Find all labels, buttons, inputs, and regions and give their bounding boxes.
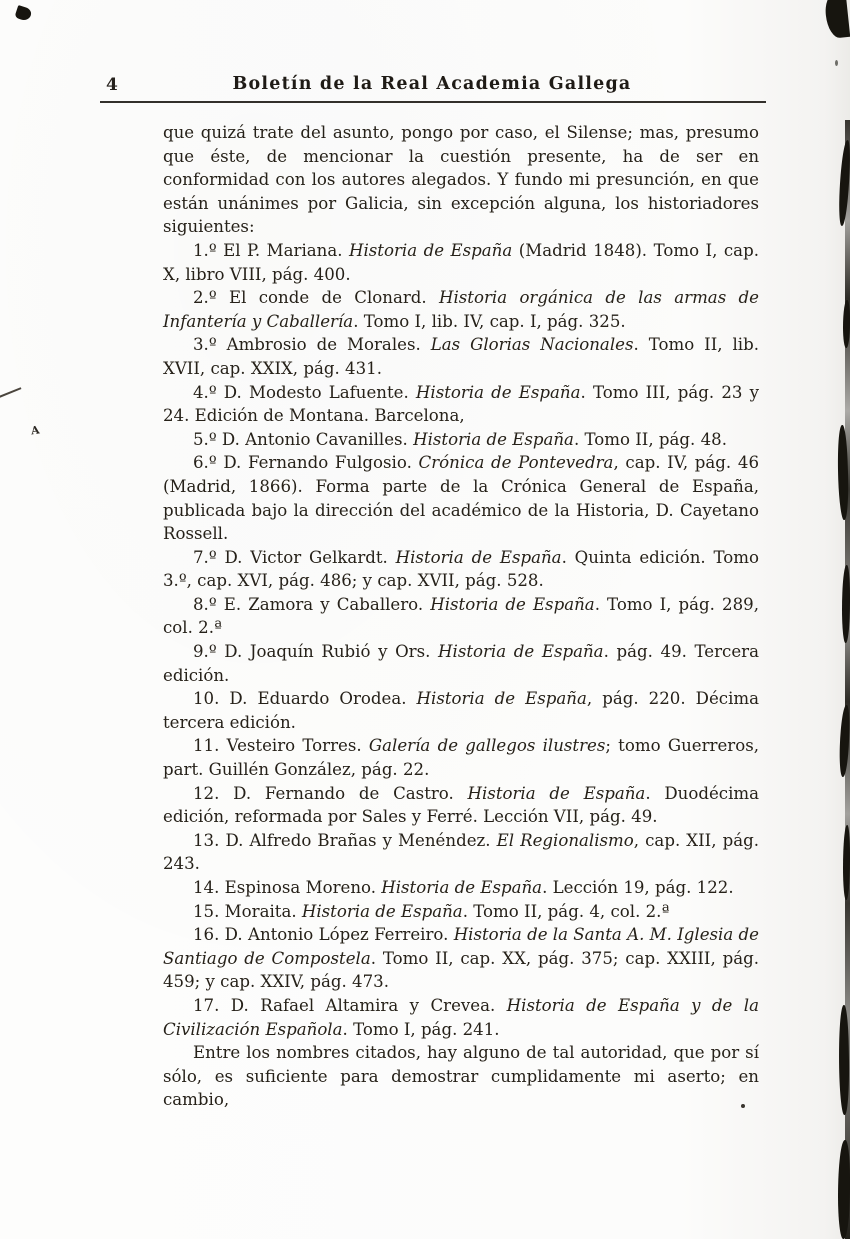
text-run: Entre los nombres citados, hay alguno de tal autoridad, que por sí sólo, es suficiente para demostrar cumplidamente mi aserto; en cambio,	[163, 1043, 759, 1110]
text-run: 14. Espinosa Moreno.	[193, 878, 382, 897]
text-run: . Quinta edición. Tomo 3.º, cap. XVI, pág. 486; y cap. XVII, pág. 528.	[163, 547, 759, 591]
text-run: , cap. IV, pág. 46 (Madrid, 1866). Forma parte de la Crónica General de España, publicada bajo la dirección del académico de la Historia, D. Cayetano Rossell.	[163, 453, 759, 544]
paragraph	[163, 829, 759, 876]
book-title: Historia de España y de la Civilización Española	[163, 995, 759, 1039]
scan-artifact-speck	[835, 60, 838, 66]
text-run: 17. D. Rafael Altamira y Crevea.	[193, 995, 507, 1015]
paragraph	[163, 994, 759, 1041]
text-run: , pág. 220. Décima tercera edición.	[163, 689, 759, 732]
text-run: ; tomo Guerreros, part. Guillén González, pág. 22.	[163, 736, 759, 780]
text-run: . Tomo III, pág. 23 y 24. Edición de Montana. Barcelona,	[163, 382, 759, 426]
header-rule	[100, 101, 766, 103]
scan-artifact-pen-mark	[0, 387, 21, 399]
book-title: Historia de España	[438, 642, 604, 662]
book-title: Historia orgánica de las armas de Infantería y Caballería	[163, 288, 759, 331]
paragraph	[163, 239, 759, 286]
text-run: 3.º Ambrosio de Morales.	[193, 335, 431, 355]
text-run: . Tomo II, pág. 48.	[573, 429, 727, 449]
scan-artifact-corner-top-left	[14, 5, 32, 22]
paragraph	[163, 593, 759, 640]
paragraph	[163, 333, 759, 380]
text-run: 15. Moraita.	[193, 901, 302, 921]
paragraph	[163, 121, 759, 239]
paragraph	[163, 381, 759, 428]
book-title: Historia de España	[467, 783, 646, 803]
margin-mark: A	[30, 423, 41, 438]
paragraph	[163, 428, 759, 452]
text-run: 4.º D. Modesto Lafuente.	[193, 382, 416, 402]
book-title: Historia de España	[349, 240, 513, 260]
book-title: Historia de España	[415, 382, 581, 402]
paragraph	[163, 640, 759, 687]
text-run: 1.º El P. Mariana.	[193, 240, 349, 260]
paragraph	[163, 900, 759, 924]
paragraph	[163, 451, 759, 545]
paragraph	[163, 286, 759, 333]
paragraph	[163, 734, 759, 781]
book-title: Historia de España	[413, 429, 574, 449]
text-run: 2.º El conde de Clonard.	[193, 288, 440, 308]
text-run: . Duodécima edición, reformada por Sales y Ferré. Lección VII, pág. 49.	[163, 783, 759, 827]
page-header	[100, 74, 764, 100]
journal-title: Boletín de la Real Academia Gallega	[232, 74, 632, 94]
text-run: . Tomo I, pág. 289, col. 2.ª	[163, 594, 759, 638]
book-title: Historia de España	[301, 901, 463, 921]
book-title: Historia de España	[416, 689, 587, 709]
text-run: 8.º E. Zamora y Caballero.	[193, 594, 431, 614]
text-run: 6.º D. Fernando Fulgosio.	[193, 453, 419, 473]
text-run: . Tomo I, lib. IV, cap. I, pág. 325.	[353, 311, 626, 331]
text-run: 11. Vesteiro Torres.	[193, 736, 369, 756]
text-run: . Tomo II, lib. XVII, cap. XXIX, pág. 431.	[163, 335, 759, 378]
book-title: Historia de España	[430, 594, 595, 614]
paragraph	[163, 546, 759, 593]
book-title: El Regionalismo	[496, 830, 634, 850]
page-number: 4	[106, 75, 119, 95]
paragraph	[163, 687, 759, 734]
paragraph	[163, 923, 759, 994]
book-title: Historia de España	[395, 547, 562, 567]
text-run: 10. D. Eduardo Orodea.	[193, 689, 417, 709]
book-title: Galería de gallegos ilustres	[368, 736, 606, 756]
scan-artifact-corner-top-right	[824, 0, 850, 39]
text-run: 5.º D. Antonio Cavanilles.	[193, 429, 414, 449]
book-title: Crónica de Pontevedra	[418, 453, 614, 473]
text-run: . Tomo II, pág. 4, col. 2.ª	[462, 901, 670, 921]
text-run: 13. D. Alfredo Brañas y Menéndez.	[193, 830, 497, 850]
text-run: . Lección 19, pág. 122.	[542, 878, 734, 897]
paragraph	[163, 1041, 759, 1112]
text-run: . Tomo II, cap. XX, pág. 375; cap. XXIII, pág. 459; y cap. XXIV, pág. 473.	[163, 948, 759, 992]
book-title: Las Glorias Nacionales	[430, 335, 634, 355]
text-run: 9.º D. Joaquín Rubió y Ors.	[193, 642, 439, 662]
text-run: (Madrid 1848). Tomo I, cap. X, libro VIII, pág. 400.	[163, 240, 759, 284]
text-run: 7.º D. Victor Gelkardt.	[193, 547, 396, 567]
page-body	[163, 121, 759, 1112]
book-title: Historia de la Santa A. M. Iglesia de Santiago de Compostela	[163, 925, 759, 968]
text-run: 12. D. Fernando de Castro.	[193, 783, 468, 803]
text-run: . Tomo I, pág. 241.	[342, 1019, 500, 1039]
paragraph	[163, 782, 759, 829]
text-run: que quizá trate del asunto, pongo por caso, el Silense; mas, presumo que éste, de mencionar la cuestión presente, ha de ser en conformidad con los autores alegados. Y fundo mi presunción, en que están unánimes por Galicia, sin excepción alguna, los historiadores siguientes:	[163, 123, 759, 237]
text-run: . pág. 49. Tercera edición.	[163, 642, 759, 685]
text-run: , cap. XII, pág. 243.	[163, 830, 759, 874]
paragraph	[163, 876, 759, 900]
text-run: 16. D. Antonio López Ferreiro.	[193, 925, 454, 945]
book-title: Historia de España	[381, 878, 543, 897]
